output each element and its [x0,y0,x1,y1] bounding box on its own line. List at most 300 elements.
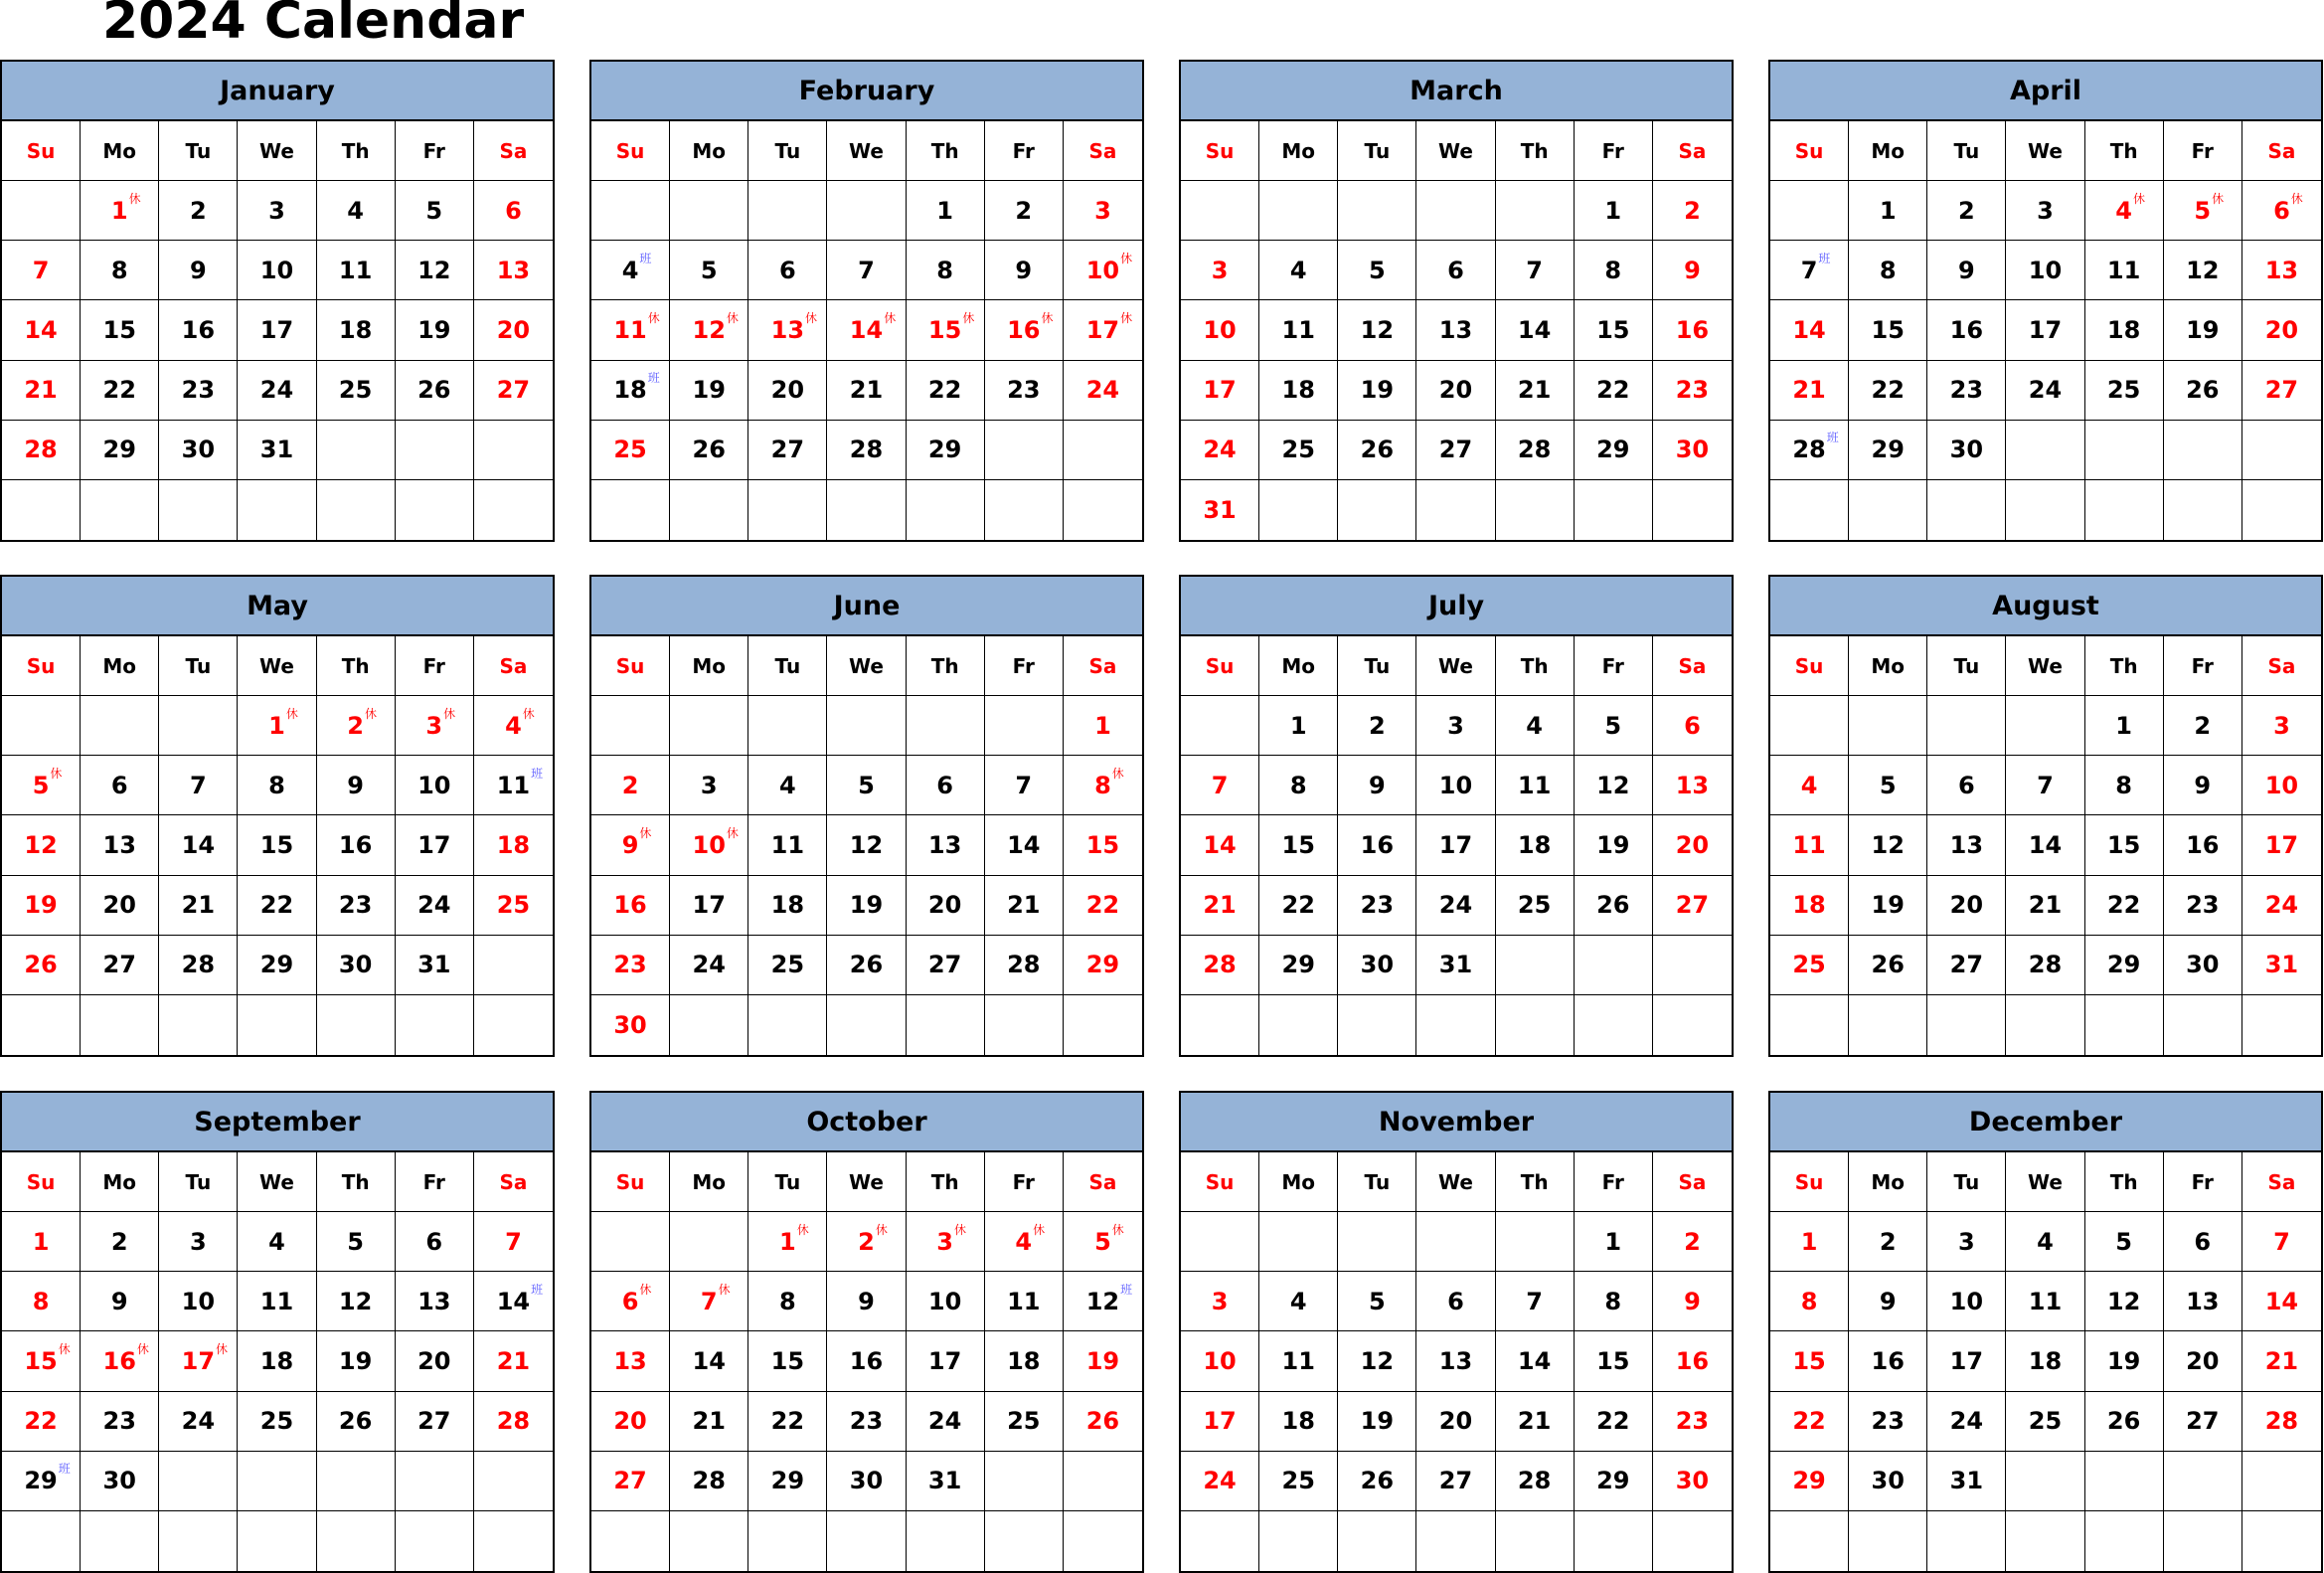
month-may [0,575,555,1057]
empty-cell [1575,936,1653,995]
day-number: 27 [1438,436,1473,464]
empty-cell [317,480,396,540]
day-number: 14 [24,315,58,344]
day-cell [1770,876,1849,936]
day-cell [238,1331,316,1391]
day-number: 1 [936,196,953,225]
day-cell [1496,361,1575,421]
day-cell [396,696,474,756]
day-cell [591,876,670,936]
day-number: 10 [1203,1346,1237,1375]
empty-cell [1770,1511,1849,1571]
empty-cell [2164,995,2242,1055]
empty-cell [1849,480,1927,540]
day-number: 6 [1684,711,1701,740]
weekday-header: We [827,121,906,181]
weekday-header: Th [317,1152,396,1212]
weekday-header: We [827,1152,906,1212]
day-number: 2 休 [858,1222,888,1256]
day-cell [1575,696,1653,756]
day-number: 13 [2264,256,2299,284]
day-number: 23 [1675,1407,1710,1436]
day-number: 26 [338,1407,373,1436]
day-cell [1927,1272,2006,1331]
day-number: 23 [1871,1407,1905,1436]
weekday-header: Th [317,121,396,181]
day-cell [1927,300,2006,360]
day-cell [2006,181,2084,241]
day-cell [159,756,238,815]
day-cell [1416,1272,1495,1331]
holiday-badge: 休 [522,706,535,721]
day-cell [748,421,827,480]
day-number: 27 [1949,951,1984,979]
day-number: 18 [338,315,373,344]
day-number: 20 [496,315,531,344]
day-cell [1416,1452,1495,1511]
day-number: 2 [621,771,639,799]
day-cell [396,756,474,815]
day-cell [827,936,906,995]
day-number: 12 [338,1287,373,1315]
day-cell [670,361,748,421]
day-number: 15 [1792,1346,1826,1375]
day-cell [1653,876,1732,936]
day-cell [907,936,985,995]
day-number: 5 [858,771,875,799]
day-number: 9 [858,1287,875,1315]
day-cell [1064,696,1142,756]
day-cell [1181,421,1259,480]
day-number: 27 [2264,376,2299,405]
day-number: 19 [849,891,884,920]
empty-cell [1496,480,1575,540]
day-number: 3 休 [936,1222,966,1256]
empty-cell [159,995,238,1055]
month-january [0,60,555,542]
empty-cell [1849,995,1927,1055]
day-number: 9 [1369,771,1386,799]
day-number: 4 休 [1015,1222,1046,1256]
empty-cell [1849,696,1927,756]
weekday-header: Tu [159,636,238,696]
weekday-header: Fr [985,121,1064,181]
empty-cell [907,995,985,1055]
day-cell [985,181,1064,241]
empty-cell [1181,696,1259,756]
day-number: 25 [1792,951,1826,979]
weekday-header: Th [1496,636,1575,696]
day-cell [2,361,81,421]
day-cell [2242,696,2321,756]
empty-cell [2006,1511,2084,1571]
day-number: 10 休 [1085,251,1133,284]
day-cell [1338,300,1416,360]
weekday-header: Mo [670,636,748,696]
day-number: 2 [190,196,207,225]
day-number: 14 [1007,830,1041,859]
empty-cell [2164,1452,2242,1511]
day-cell [1927,936,2006,995]
day-number: 14 休 [849,310,897,344]
day-number: 11 [1007,1287,1041,1315]
day-cell [1849,361,1927,421]
day-cell [2164,300,2242,360]
weekday-header: Sa [1653,1152,1732,1212]
day-number: 30 [613,1010,647,1039]
day-cell [474,1331,553,1391]
day-number: 18 [259,1346,294,1375]
day-cell [1496,815,1575,875]
day-number: 5 [1879,771,1897,799]
day-cell [1338,756,1416,815]
day-cell [1338,876,1416,936]
day-number: 28 [181,951,216,979]
empty-cell [1849,1511,1927,1571]
empty-cell [2085,480,2164,540]
day-number: 11 [1281,315,1315,344]
weekday-header: Th [2085,1152,2164,1212]
day-cell [1927,756,2006,815]
day-number: 3 [1447,711,1464,740]
day-cell [1496,300,1575,360]
empty-cell [238,480,316,540]
day-number: 7 [190,771,207,799]
day-cell [591,995,670,1055]
weekday-header: Fr [2164,1152,2242,1212]
day-cell [1416,1331,1495,1391]
day-number: 28 [1203,951,1237,979]
day-cell [1259,696,1338,756]
day-number: 22 [24,1407,58,1436]
day-cell [1496,1331,1575,1391]
day-cell [2,1331,81,1391]
holiday-badge: 休 [136,1341,149,1356]
day-number: 10 [2264,771,2299,799]
day-number: 3 [2273,711,2290,740]
holiday-badge: 休 [285,706,298,721]
day-number: 25 [770,951,805,979]
month-name: July [1181,577,1732,636]
holiday-badge: 休 [2290,191,2303,206]
empty-cell [1496,995,1575,1055]
day-cell [2,241,81,300]
day-number: 3 [1094,196,1111,225]
day-number: 6 休 [2273,191,2303,225]
holiday-badge: 休 [1041,310,1054,325]
day-number: 16 [613,891,647,920]
day-cell [985,756,1064,815]
day-cell [238,1212,316,1272]
day-cell [985,1331,1064,1391]
day-number: 29 [259,951,294,979]
day-number: 13 休 [770,310,818,344]
day-number: 20 [1949,891,1984,920]
empty-cell [907,1511,985,1571]
empty-cell [1064,995,1142,1055]
page-title: 2024 Calendar [102,0,525,51]
day-cell [827,815,906,875]
weekday-header: Fr [1575,636,1653,696]
day-cell [474,1392,553,1452]
day-cell [2242,361,2321,421]
empty-cell [1575,995,1653,1055]
day-number: 19 [2186,315,2220,344]
day-cell [317,696,396,756]
day-cell [1338,1272,1416,1331]
day-cell [317,181,396,241]
empty-cell [1416,995,1495,1055]
day-cell [1259,300,1338,360]
day-number: 31 [417,951,451,979]
day-number: 22 [927,376,962,405]
day-number: 1 休 [268,706,298,740]
day-cell [2242,756,2321,815]
day-number: 21 [692,1407,726,1436]
day-number: 1 [1289,711,1307,740]
day-number: 12 班 [1085,1282,1133,1315]
day-number: 17 [259,315,294,344]
empty-cell [1927,995,2006,1055]
day-number: 26 [1085,1407,1120,1436]
day-cell [985,361,1064,421]
weekday-header: Sa [2242,636,2321,696]
day-cell [1259,1452,1338,1511]
day-cell [81,421,159,480]
day-number: 20 [1438,1407,1473,1436]
day-number: 3 [700,771,718,799]
empty-cell [2085,1511,2164,1571]
day-cell [2242,1212,2321,1272]
day-cell [1338,696,1416,756]
day-cell [1338,1392,1416,1452]
day-cell [2085,815,2164,875]
empty-cell [985,696,1064,756]
day-number: 15 [1871,315,1905,344]
day-cell [2085,1392,2164,1452]
day-cell [2242,300,2321,360]
empty-cell [907,696,985,756]
day-cell [2,1452,81,1511]
day-number: 10 [927,1287,962,1315]
empty-cell [748,1511,827,1571]
day-cell [1770,815,1849,875]
day-number: 8 休 [1094,766,1124,799]
day-cell [670,1272,748,1331]
day-number: 17 [927,1346,962,1375]
empty-cell [748,696,827,756]
day-number: 23 [1949,376,1984,405]
weekday-header: Su [2,1152,81,1212]
day-cell [670,300,748,360]
day-cell [1181,815,1259,875]
empty-cell [2006,480,2084,540]
day-number: 8 [32,1287,50,1315]
empty-cell [1416,1511,1495,1571]
weekday-header: We [2006,121,2084,181]
day-cell [1575,876,1653,936]
day-cell [317,1392,396,1452]
day-cell [1653,696,1732,756]
day-cell [317,300,396,360]
day-cell [1181,936,1259,995]
day-cell [159,936,238,995]
day-cell [591,815,670,875]
day-number: 23 [1675,376,1710,405]
day-cell [1338,1331,1416,1391]
empty-cell [2242,421,2321,480]
day-number: 20 [927,891,962,920]
day-cell [907,361,985,421]
day-cell [748,300,827,360]
day-cell [81,1331,159,1391]
day-number: 1 [1800,1227,1818,1256]
holiday-badge: 休 [639,825,652,840]
day-number: 2 [1958,196,1975,225]
day-cell [1259,756,1338,815]
day-cell [1064,181,1142,241]
weekday-header: Tu [1338,1152,1416,1212]
weekday-header: Th [2085,121,2164,181]
day-cell [1653,181,1732,241]
day-cell [1259,1331,1338,1391]
day-cell [1338,241,1416,300]
day-number: 12 [1596,771,1630,799]
day-number: 9 [190,256,207,284]
day-number: 4 休 [2115,191,2145,225]
day-number: 15 休 [24,1341,71,1375]
day-number: 5 [1369,1287,1386,1315]
day-cell [2,876,81,936]
day-number: 28 [24,436,58,464]
day-cell [81,815,159,875]
day-number: 1 [2115,711,2132,740]
day-number: 12 [1871,830,1905,859]
day-cell [2085,300,2164,360]
day-number: 25 [2106,376,2141,405]
day-cell [670,1452,748,1511]
day-cell [1259,815,1338,875]
month-grid [2,636,553,1055]
day-cell [474,696,553,756]
day-cell [1181,1272,1259,1331]
day-cell [396,1212,474,1272]
day-number: 1 [1879,196,1897,225]
day-number: 5 [1369,256,1386,284]
holiday-badge: 休 [639,1282,652,1297]
day-number: 5 休 [2194,191,2225,225]
day-number: 4 [1526,711,1543,740]
day-number: 8 [1604,256,1622,284]
holiday-badge: 休 [50,766,63,781]
day-number: 8 [1800,1287,1818,1315]
day-cell [748,241,827,300]
day-cell [748,1392,827,1452]
day-number: 25 [1007,1407,1041,1436]
day-cell [2,300,81,360]
weekday-header: Fr [985,1152,1064,1212]
day-cell [907,1452,985,1511]
day-cell [1653,361,1732,421]
weekday-header: Mo [81,636,159,696]
day-number: 11 休 [613,310,660,344]
day-cell [907,815,985,875]
day-number: 19 [692,376,726,405]
day-cell [1653,1331,1732,1391]
day-number: 4 [1800,771,1818,799]
day-number: 29 [1596,1467,1630,1495]
day-cell [827,876,906,936]
day-cell [2006,1331,2084,1391]
day-cell [474,815,553,875]
day-cell [1575,241,1653,300]
weekday-header: Mo [81,121,159,181]
day-cell [2164,1331,2242,1391]
empty-cell [474,480,553,540]
day-number: 6 [1958,771,1975,799]
day-number: 17 [1438,830,1473,859]
day-number: 11 [1517,771,1552,799]
day-number: 30 [2186,951,2220,979]
day-number: 12 [1360,315,1395,344]
empty-cell [670,995,748,1055]
day-number: 19 [2106,1346,2141,1375]
empty-cell [985,421,1064,480]
month-february [589,60,1144,542]
weekday-header: Su [2,121,81,181]
empty-cell [317,421,396,480]
day-number: 25 [613,436,647,464]
day-cell [81,181,159,241]
day-cell [1416,1392,1495,1452]
day-cell [81,241,159,300]
day-cell [81,300,159,360]
day-cell [591,361,670,421]
day-cell [1064,300,1142,360]
day-cell [1849,815,1927,875]
day-number: 28 [2028,951,2063,979]
month-grid [1770,121,2321,540]
day-number: 23 [613,951,647,979]
month-grid [1181,636,1732,1055]
day-number: 9 [1015,256,1033,284]
day-cell [2006,756,2084,815]
day-cell [1770,361,1849,421]
empty-cell [1259,181,1338,241]
day-cell [2164,1212,2242,1272]
weekday-header: Su [1770,121,1849,181]
weekday-header: Mo [1259,636,1338,696]
day-cell [2,936,81,995]
day-cell [1653,1212,1732,1272]
day-cell [1181,876,1259,936]
day-number: 22 [1085,891,1120,920]
empty-cell [159,696,238,756]
day-number: 3 [2037,196,2054,225]
day-number: 14 [2264,1287,2299,1315]
day-cell [1416,361,1495,421]
day-number: 3 [1211,256,1229,284]
day-number: 26 [24,951,58,979]
day-cell [1927,421,2006,480]
empty-cell [1181,1212,1259,1272]
day-number: 24 [1203,1467,1237,1495]
day-number: 10 [259,256,294,284]
holiday-badge: 休 [726,825,739,840]
day-number: 29 [1085,951,1120,979]
day-cell [317,876,396,936]
empty-cell [1181,995,1259,1055]
